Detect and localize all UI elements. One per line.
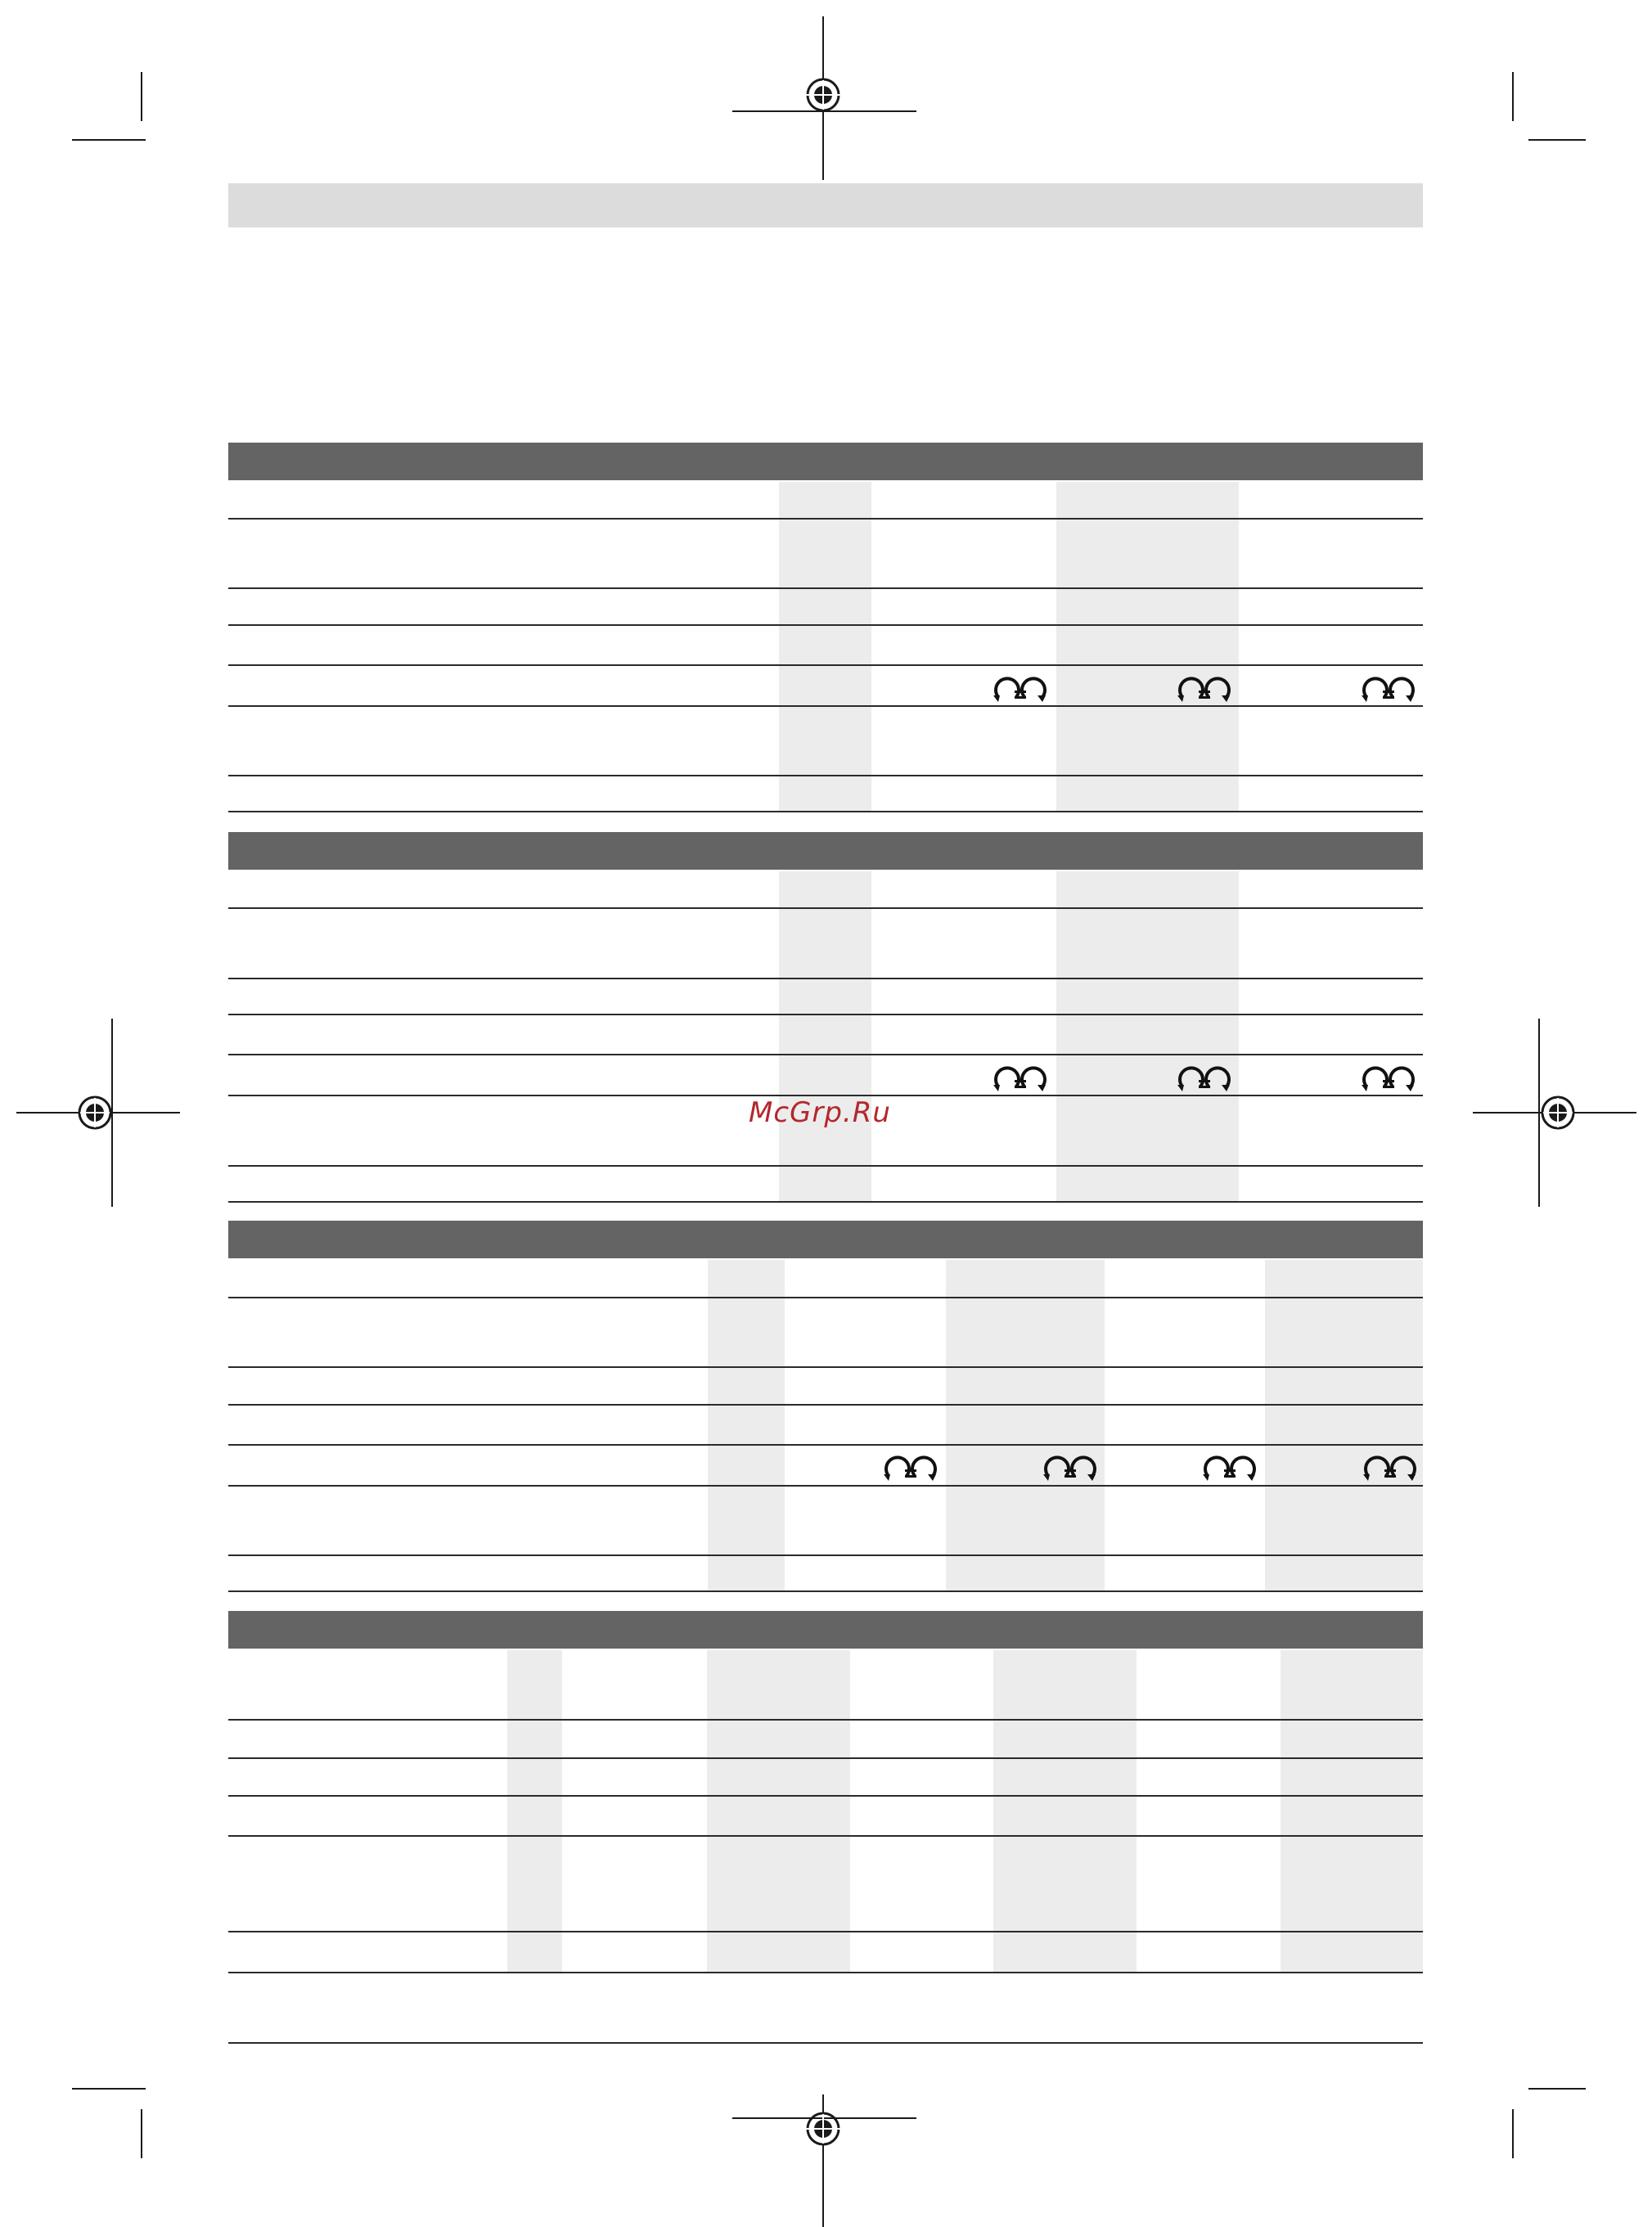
table-3-header xyxy=(228,1221,1423,1258)
rotation-direction-icon xyxy=(1042,1450,1099,1482)
registration-mark-top xyxy=(790,16,856,180)
rotation-direction-icon xyxy=(1362,1450,1419,1482)
rotation-direction-icon xyxy=(1360,1060,1417,1093)
rotation-direction-icon xyxy=(1176,671,1233,704)
table-1-header xyxy=(228,443,1423,480)
registration-mark-left xyxy=(16,1080,180,1145)
table-4-header xyxy=(228,1611,1423,1649)
registration-mark-bottom xyxy=(790,2094,856,2227)
rotation-direction-icon xyxy=(882,1450,939,1482)
rotation-direction-icon xyxy=(992,1060,1049,1093)
rotation-direction-icon xyxy=(992,671,1049,704)
table-2-header xyxy=(228,832,1423,870)
watermark: McGrp.Ru xyxy=(749,1096,891,1129)
header-band xyxy=(228,183,1423,227)
rotation-direction-icon xyxy=(1201,1450,1258,1482)
registration-mark-right xyxy=(1473,1080,1636,1145)
rotation-direction-icon xyxy=(1360,671,1417,704)
rotation-direction-icon xyxy=(1176,1060,1233,1093)
